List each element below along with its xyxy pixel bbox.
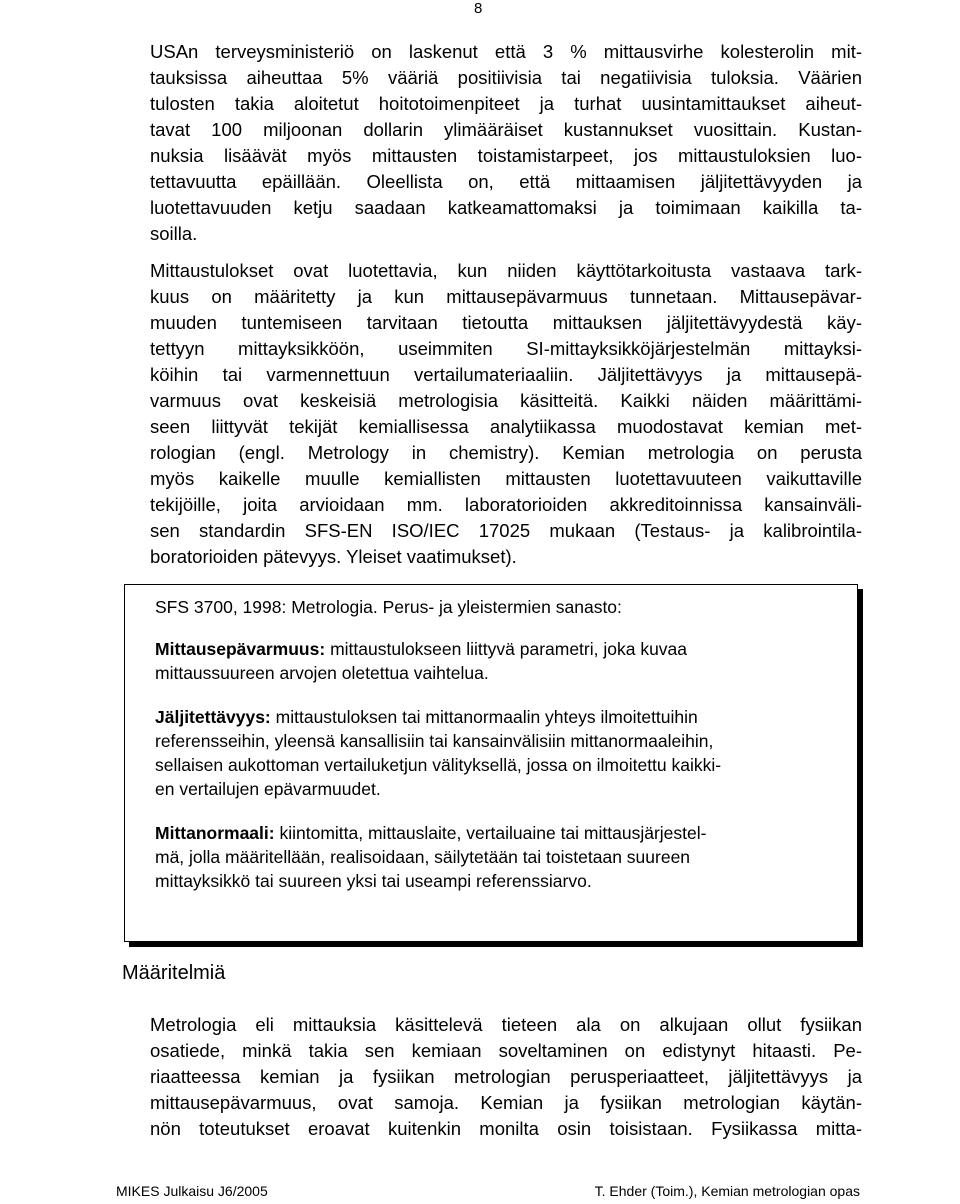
- page-number: 8: [474, 0, 483, 17]
- text-line: tavat 100 miljoonan dollarin ylimääräiset kustannukset vuosittain. Kustan-: [150, 119, 862, 140]
- text-line: soilla.: [150, 223, 198, 244]
- definition-term: Mittanormaali:: [155, 823, 275, 843]
- text-line: USAn terveysministeriö on laskenut että 3 % mittausvirhe kolesterolin mit-: [150, 41, 862, 62]
- text-line: rologian (engl. Metrology in chemistry). Kemian metrologia on perusta: [150, 442, 862, 463]
- definition-text-line: mittaustulokseen liittyvä parametri, joka kuvaa: [330, 639, 688, 659]
- text-line: kuus on määritetty ja kun mittausepävarmuus tunnetaan. Mittausepävar-: [150, 286, 862, 307]
- section-heading: Määritelmiä: [122, 962, 226, 984]
- paragraph-metrology: [150, 1012, 862, 1142]
- text-line: nuksia lisäävät myös mittausten toistamistarpeet, jos mittaustuloksien luo-: [150, 145, 862, 166]
- text-line: nön toteutukset eroavat kuitenkin monilta osin toisistaan. Fysiikassa mitta-: [150, 1118, 862, 1139]
- text-line: seen liittyvät tekijät kemiallisessa analytiikassa muodostavat kemian met-: [150, 416, 862, 437]
- text-line: osatiede, minkä takia sen kemiaan soveltaminen on edistynyt hitaasti. Pe-: [150, 1040, 862, 1061]
- definition-measurement-uncertainty: [155, 637, 835, 685]
- definitions-box: [124, 584, 858, 942]
- text-line: boratorioiden pätevyys. Yleiset vaatimukset).: [150, 546, 517, 567]
- text-line: myös kaikelle muulle kemiallisten mittausten luotettavuuteen vaikuttaville: [150, 468, 862, 489]
- text-line: varmuus ovat keskeisiä metrologisia käsitteitä. Kaikki näiden määrittämi-: [150, 390, 862, 411]
- footer-editor: T. Ehder (Toim.), Kemian metrologian opas: [594, 1183, 860, 1199]
- text-line: mittausepävarmuus, ovat samoja. Kemian ja fysiikan metrologian käytän-: [150, 1092, 862, 1113]
- definition-text-line: kiintomitta, mittauslaite, vertailuaine tai mittausjärjestel-: [279, 823, 707, 843]
- definitions-box-heading: SFS 3700, 1998: Metrologia. Perus- ja yleistermien sanasto:: [155, 597, 622, 617]
- definition-text-line: mittaussuureen arvojen oletettua vaihtelua.: [155, 663, 489, 683]
- text-line: luotettavuuden ketju saadaan katkeamattomaksi ja toimimaan kaikilla ta-: [150, 197, 862, 218]
- text-line: tekijöille, joita arvioidaan mm. laboratorioiden akkreditoinnissa kansainväli-: [150, 494, 862, 515]
- text-line: sen standardin SFS-EN ISO/IEC 17025 mukaan (Testaus- ja kalibrointila-: [150, 520, 862, 541]
- paragraph-cholesterol: [150, 39, 862, 247]
- definition-text-line: mittayksikkö tai suureen yksi tai useampi referenssiarvo.: [155, 871, 592, 891]
- text-line: tulosten takia aloitetut hoitotoimenpiteet ja turhat uusintamittaukset aiheut-: [150, 93, 862, 114]
- definition-text-line: referensseihin, yleensä kansallisiin tai kansainvälisiin mittanormaaleihin,: [155, 731, 714, 751]
- text-line: tauksissa aiheuttaa 5% vääriä positiivisia tai negatiivisia tuloksia. Väärien: [150, 67, 862, 88]
- definition-text-line: mittaustuloksen tai mittanormaalin yhteys ilmoitettuihin: [275, 707, 698, 727]
- definition-measurement-standard: [155, 821, 835, 893]
- text-line: tettyyn mittayksikköön, useimmiten SI-mittayksikköjärjestelmän mittayksi-: [150, 338, 862, 359]
- text-line: riaatteessa kemian ja fysiikan metrologian perusperiaatteet, jäljitettävyys ja: [150, 1066, 862, 1087]
- text-line: tettavuutta epäillään. Oleellista on, että mittaamisen jäljitettävyyden ja: [150, 171, 862, 192]
- text-line: Metrologia eli mittauksia käsittelevä tieteen ala on alkujaan ollut fysiikan: [150, 1014, 862, 1035]
- definition-term: Mittausepävarmuus:: [155, 639, 326, 659]
- definition-traceability: [155, 705, 835, 801]
- text-line: muuden tuntemiseen tarvitaan tietoutta mittauksen jäljitettävyydestä käy-: [150, 312, 862, 333]
- footer-publication: MIKES Julkaisu J6/2005: [116, 1183, 268, 1199]
- definition-text-line: mä, jolla määritellään, realisoidaan, säilytetään tai toistetaan suureen: [155, 847, 691, 867]
- definition-text-line: en vertailujen epävarmuudet.: [155, 779, 381, 799]
- text-line: Mittaustulokset ovat luotettavia, kun niiden käyttötarkoitusta vastaava tark-: [150, 260, 862, 281]
- paragraph-reliability: [150, 258, 862, 570]
- definition-term: Jäljitettävyys:: [155, 707, 271, 727]
- definition-text-line: sellaisen aukottoman vertailuketjun välityksellä, jossa on ilmoitettu kaikki-: [155, 755, 722, 775]
- text-line: köihin tai varmennettuun vertailumateriaaliin. Jäljitettävyys ja mittausepä-: [150, 364, 862, 385]
